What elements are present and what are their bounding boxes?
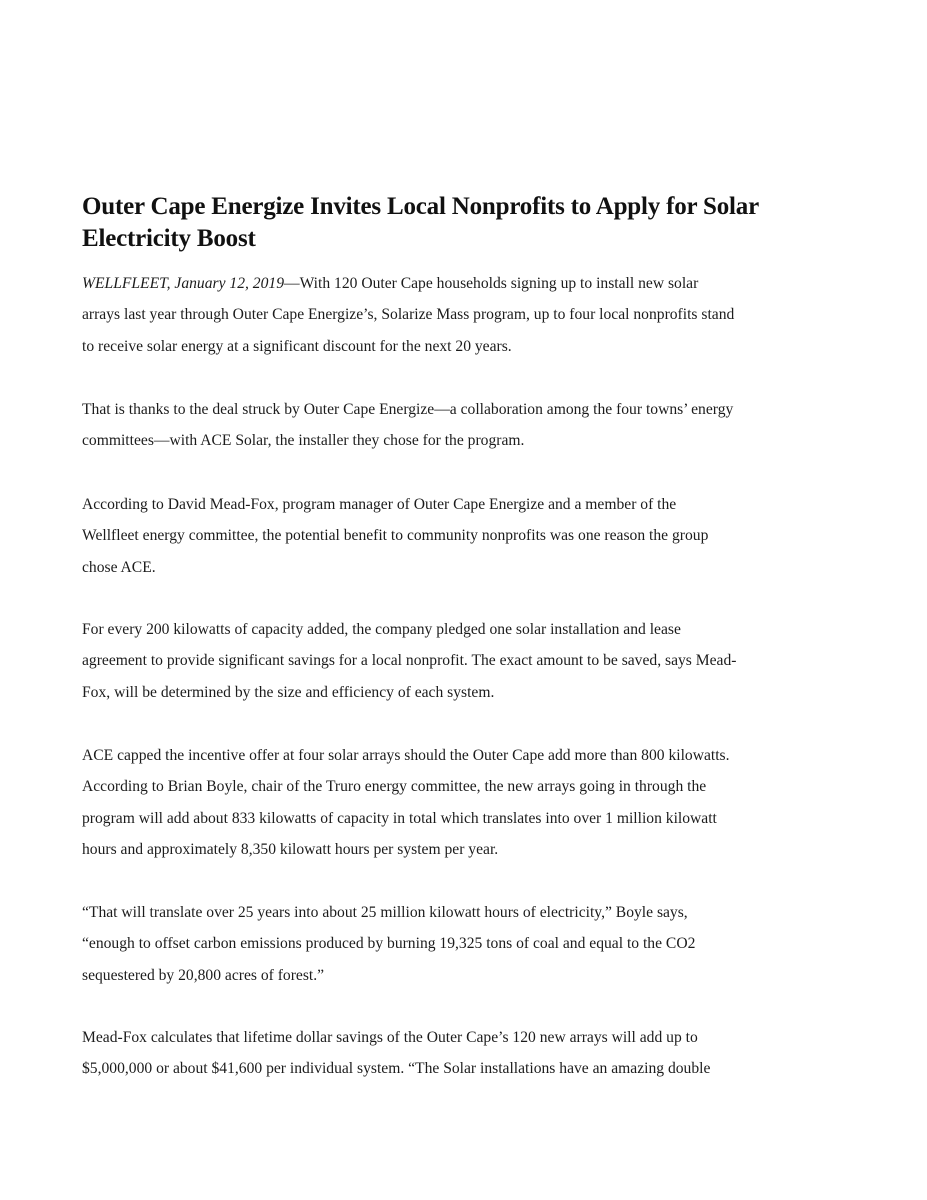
text-line: to receive solar energy at a significant discount for the next 20 years. (82, 337, 512, 355)
article-title (82, 191, 862, 255)
text-line: $5,000,000 or about $41,600 per individual system. “The Solar installations have an amazing double (82, 1060, 711, 1078)
text-line: “enough to offset carbon emissions produced by burning 19,325 tons of coal and equal to the CO2 (82, 935, 696, 953)
text-line: According to Brian Boyle, chair of the Truro energy committee, the new arrays going in through the (82, 778, 707, 796)
text-line: committees—with ACE Solar, the installer they chose for the program. (82, 432, 525, 450)
text-line: That is thanks to the deal struck by Outer Cape Energize—a collaboration among the four towns’ energy (82, 401, 734, 418)
text-line: “That will translate over 25 years into about 25 million kilowatt hours of electricity,” Boyle says, (82, 904, 688, 921)
text-line: chose ACE. (82, 558, 156, 576)
text-line: For every 200 kilowatts of capacity added, the company pledged one solar installation and lease (82, 621, 681, 638)
text-line: arrays last year through Outer Cape Energize’s, Solarize Mass program, up to four local nonprofits stand (82, 306, 735, 324)
title-line: Electricity Boost (82, 225, 256, 252)
text-segment: —With 120 Outer Cape households signing up to install new solar (284, 275, 699, 292)
text-line (82, 268, 862, 299)
text-line: According to David Mead-Fox, program manager of Outer Cape Energize and a member of the (82, 496, 677, 513)
text-line: Wellfleet energy committee, the potential benefit to community nonprofits was one reason the group (82, 527, 709, 545)
text-line: hours and approximately 8,350 kilowatt hours per system per year. (82, 840, 499, 858)
paragraph-mead-fox (82, 489, 862, 583)
paragraph-boyle-quote (82, 897, 862, 991)
paragraph-savings (82, 1022, 862, 1085)
dateline: WELLFLEET, January 12, 2019 (82, 275, 284, 292)
text-line: Mead-Fox calculates that lifetime dollar savings of the Outer Cape’s 120 new arrays will add up to (82, 1029, 698, 1046)
paragraph-deal (82, 394, 862, 457)
text-line: ACE capped the incentive offer at four solar arrays should the Outer Cape add more than 800 kilowatts. (82, 747, 730, 764)
text-line: Fox, will be determined by the size and efficiency of each system. (82, 683, 495, 701)
text-line: sequestered by 20,800 acres of forest.” (82, 966, 325, 984)
paragraph-incentive-cap (82, 740, 862, 865)
paragraph-capacity (82, 614, 862, 708)
text-line: program will add about 833 kilowatts of capacity in total which translates into over 1 million kilowatt (82, 809, 717, 827)
title-line: Outer Cape Energize Invites Local Nonprofits to Apply for Solar (82, 193, 759, 220)
text-line: agreement to provide significant savings for a local nonprofit. The exact amount to be saved, says Mead- (82, 652, 737, 670)
paragraph-intro (82, 268, 862, 362)
